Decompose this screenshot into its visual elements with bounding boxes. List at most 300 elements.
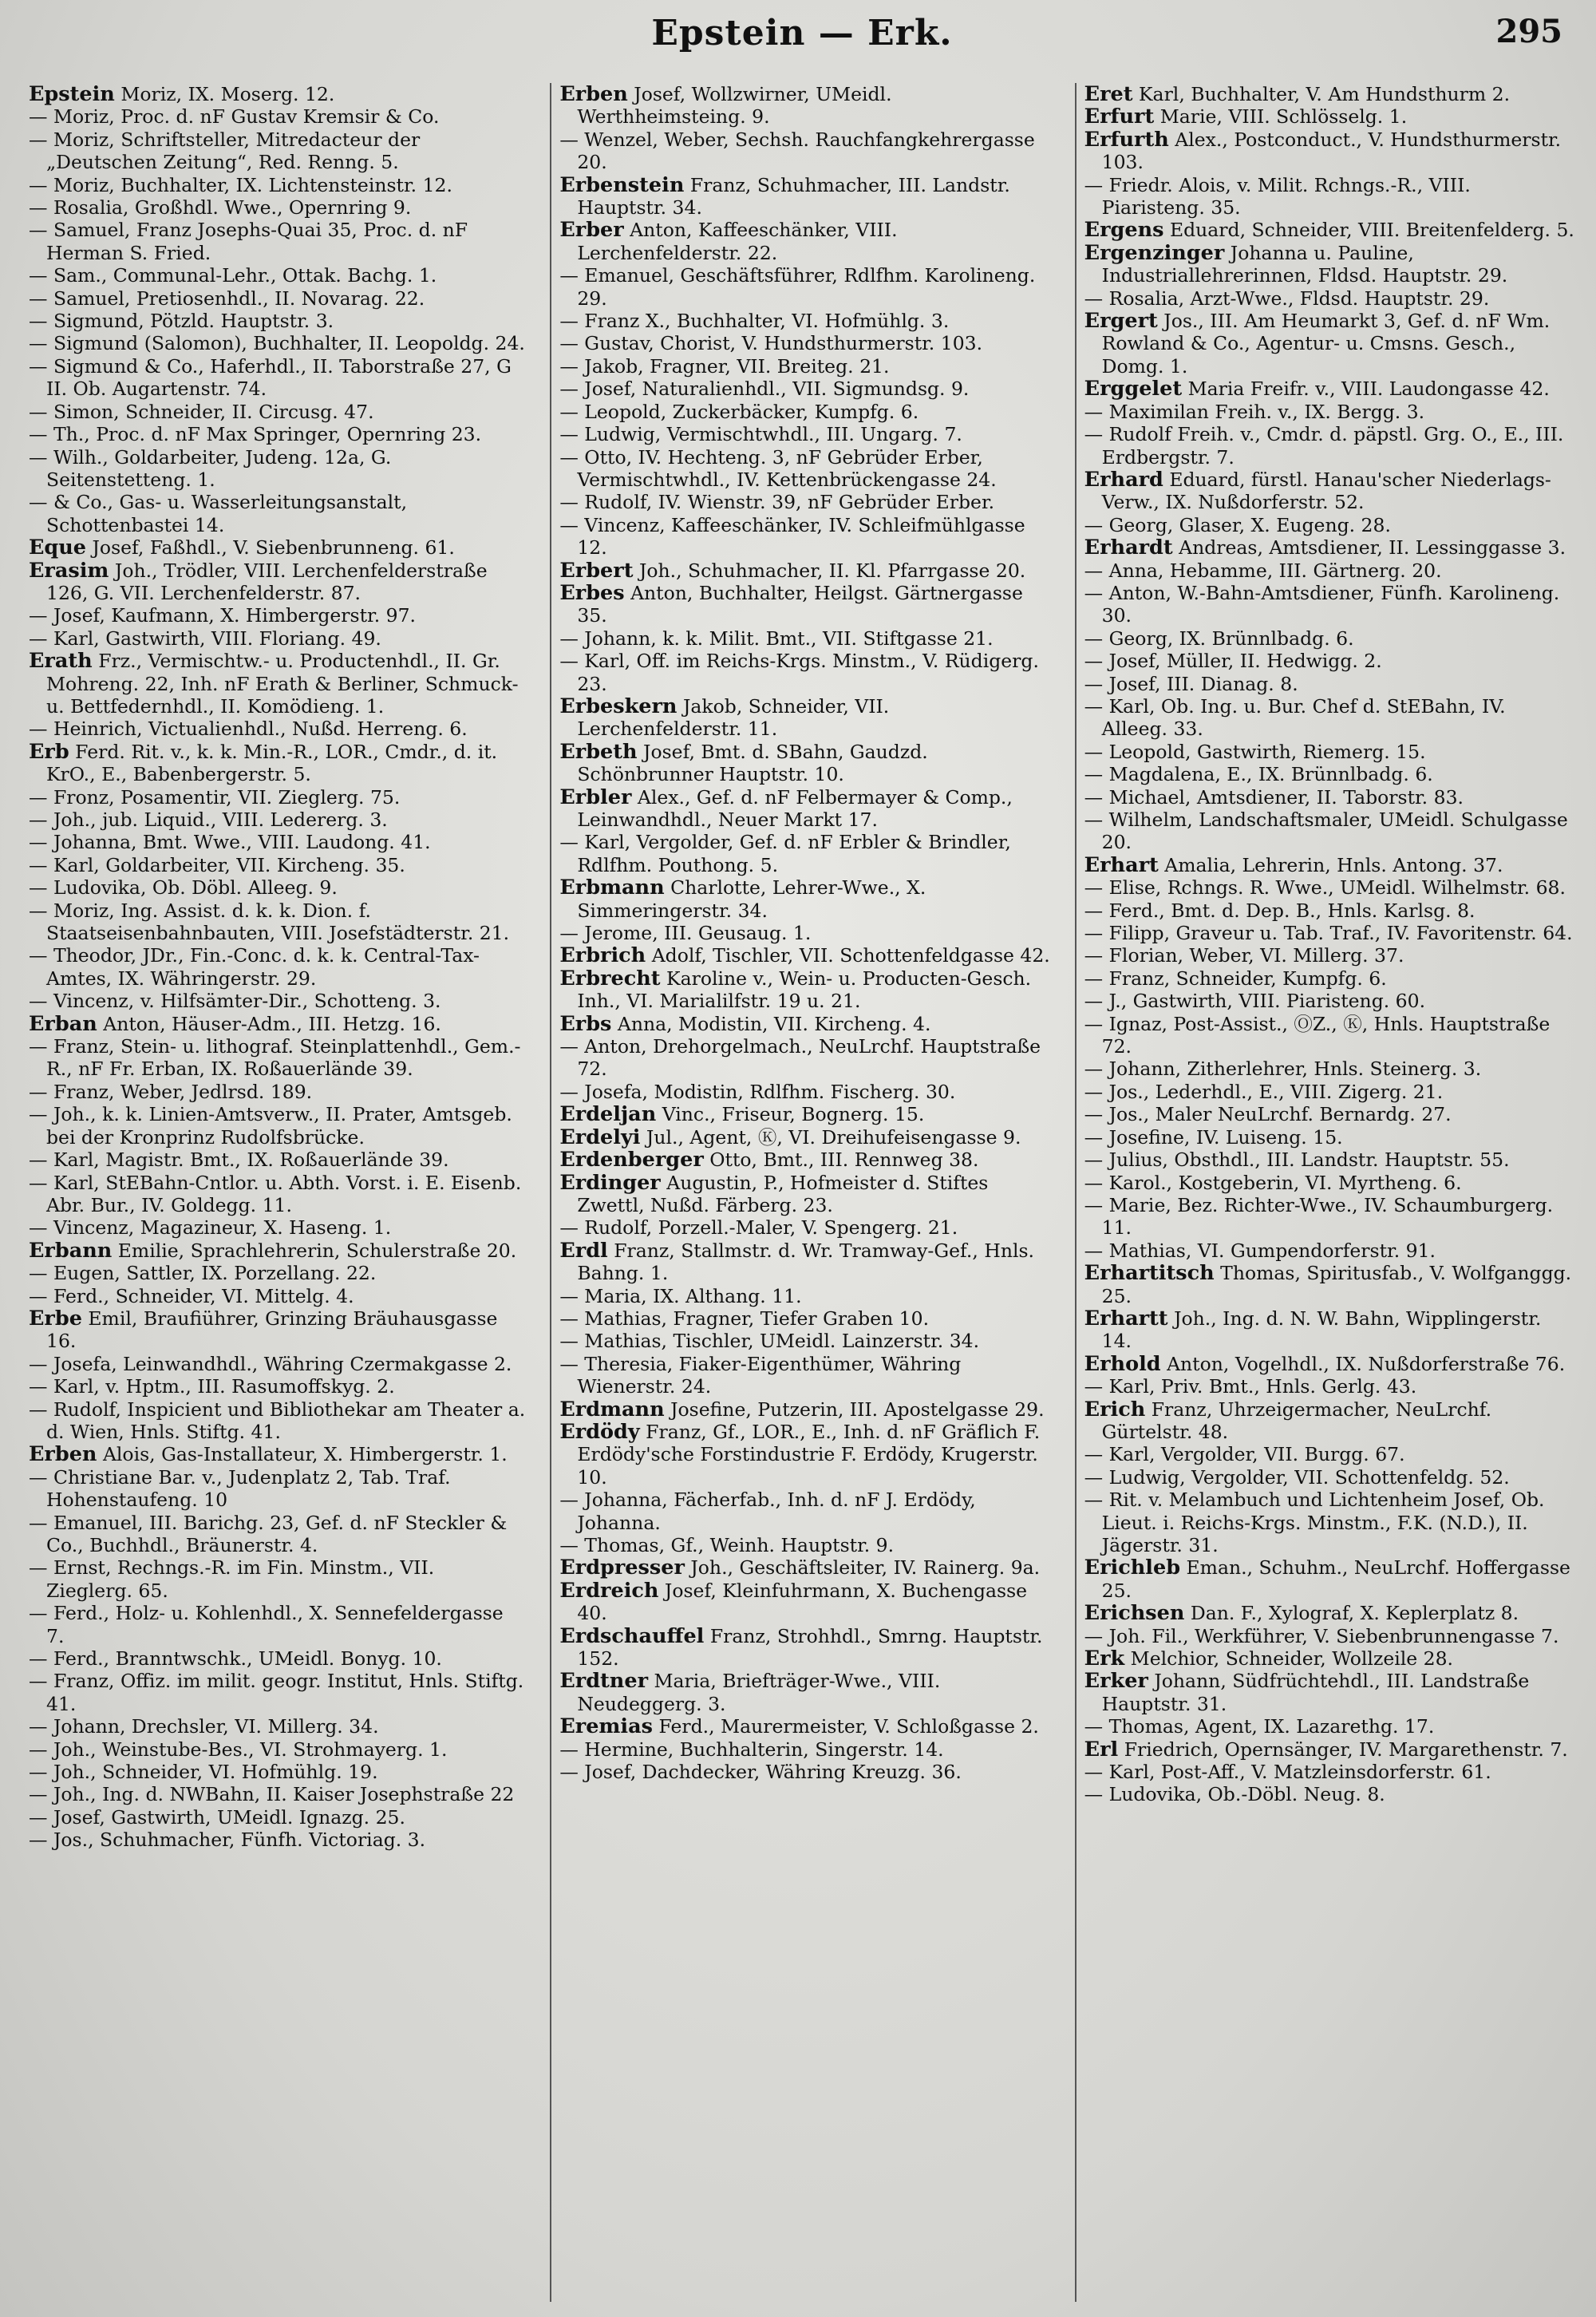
entry-text: — Thomas, Gf., Weinh. Hauptstr. 9. (559, 1534, 895, 1556)
entry-text: Josefine, Putzerin, III. Apostelgasse 29. (664, 1398, 1045, 1421)
entry-text: — Jos., Lederhdl., E., VIII. Zigerg. 21. (1084, 1080, 1444, 1103)
entry-text: — Samuel, Franz Josephs-Quai 35, Proc. d. nF Herman S. Fried. (29, 219, 468, 264)
entry-surname: Erdmann (559, 1397, 665, 1421)
directory-entry (29, 1829, 526, 1851)
entry-text: Ferd., Maurermeister, V. Schloßgasse 2. (652, 1715, 1039, 1738)
directory-entry (559, 582, 1050, 627)
entry-surname: Erhartt (1084, 1306, 1168, 1330)
entry-surname: Erfurth (1084, 127, 1169, 152)
directory-entry (29, 627, 526, 650)
directory-entry (29, 741, 526, 786)
entry-text: — Josef, Gastwirth, UMeidl. Ignazg. 25. (29, 1805, 405, 1829)
directory-entry (1084, 786, 1575, 809)
entry-text: — Joh., Schneider, VI. Hofmühlg. 19. (29, 1761, 378, 1784)
directory-entry (1084, 1489, 1575, 1556)
entry-text: — Karl, Priv. Bmt., Hnls. Gerlg. 43. (1084, 1375, 1417, 1398)
entry-text: — Rit. v. Melambuch und Lichtenheim Josef, Ob. Lieut. i. Reichs-Krgs. Minstm., F.K. (N.D.), II. Jägerstr. 31. (1084, 1489, 1545, 1556)
directory-entry (29, 1035, 526, 1081)
entry-text: — Joh., k. k. Linien-Amtsverw., II. Prater, Amtsgeb. bei der Kronprinz Rudolfsbrücke. (29, 1103, 512, 1149)
entry-text: — Wenzel, Weber, Sechsh. Rauchfangkehrergasse 20. (559, 128, 1035, 174)
entry-text: — Georg, Glaser, X. Eugeng. 28. (1084, 513, 1391, 536)
directory-entry (29, 786, 526, 809)
directory-entry (29, 1647, 526, 1670)
entry-text: — Anton, W.-Bahn-Amtsdiener, Fünfh. Karolineng. 30. (1084, 581, 1560, 627)
entry-text: — Franz X., Buchhalter, VI. Hofmühlg. 3. (559, 310, 950, 333)
entry-text: — Mathias, Tischler, UMeidl. Lainzerstr. 34. (559, 1330, 980, 1353)
directory-entry (1084, 1375, 1575, 1398)
entry-text: — Josef, Kaufmann, X. Himbergerstr. 97. (29, 604, 417, 627)
entry-text: — Ferd., Holz- u. Kohlenhdl., X. Sennefeldergasse 7. (29, 1602, 504, 1647)
entry-text: Anton, Häuser-Adm., III. Hetzg. 16. (97, 1012, 441, 1035)
entry-surname: Erbenstein (559, 172, 685, 197)
directory-entry (29, 1556, 526, 1602)
directory-entry (1084, 900, 1575, 922)
directory-entry (559, 446, 1050, 492)
entry-text: Johanna u. Pauline, Industriallehrerinnen, Fldsd. Hauptstr. 29. (1101, 241, 1508, 287)
entry-text: Josef, Bmt. d. SBahn, Gaudzd. Schönbrunner Hauptstr. 10. (577, 740, 928, 786)
directory-entry (1084, 1556, 1575, 1602)
directory-entry (29, 1353, 526, 1375)
entry-text: — Vincenz, Kaffeeschänker, IV. Schleifmühlgasse 12. (559, 513, 1025, 559)
entry-text: — Moriz, Ing. Assist. d. k. k. Dion. f. Staatseisenbahnbauten, VIII. Josefstädterstr. 21. (29, 899, 510, 945)
directory-entry (29, 718, 526, 740)
entry-text: — Hermine, Buchhalterin, Singerstr. 14. (559, 1738, 944, 1761)
entry-surname: Ergert (1084, 309, 1158, 334)
directory-entry (1084, 469, 1575, 514)
directory-entry (1084, 695, 1575, 741)
entry-surname: Erdreich (559, 1578, 659, 1603)
entry-text: — Johanna, Fächerfab., Inh. d. nF J. Erdödy, Johanna. (559, 1489, 976, 1534)
entry-text: — Sam., Communal-Lehr., Ottak. Bachg. 1. (29, 264, 437, 287)
directory-entry (559, 1715, 1050, 1738)
directory-entry (29, 1806, 526, 1829)
column-right (1075, 83, 1578, 2302)
directory-entry (1084, 129, 1575, 174)
directory-entry (559, 1580, 1050, 1625)
entry-text: Franz, Gf., LOR., E., Inh. d. nF Gräflich F. Erdödy'sche Forstindustrie F. Erdödy, Krugerstr. 10. (577, 1420, 1041, 1489)
entry-text: — Th., Proc. d. nF Max Springer, Opernring 23. (29, 423, 482, 446)
column-left (26, 83, 529, 2302)
entry-surname: Erhart (1084, 852, 1159, 877)
directory-entry (29, 604, 526, 627)
directory-entry (559, 786, 1050, 832)
entry-text: Charlotte, Lehrer-Wwe., X. Simmeringerstr. 34. (577, 876, 926, 922)
directory-entry (1084, 876, 1575, 899)
directory-entry (1084, 1103, 1575, 1125)
entry-surname: Erber (559, 218, 624, 243)
directory-entry (559, 310, 1050, 332)
entry-text: — Georg, IX. Brünnlbadg. 6. (1084, 627, 1354, 650)
directory-entry (559, 378, 1050, 400)
entry-text: — Rosalia, Großhdl. Wwe., Opernring 9. (29, 196, 412, 219)
entry-text: — Karl, Post-Aff., V. Matzleinsdorferstr. 61. (1084, 1761, 1491, 1784)
directory-entry (29, 536, 526, 559)
entry-text: Maria Freifr. v., VIII. Laudongasse 42. (1182, 378, 1550, 401)
directory-entry (29, 1285, 526, 1307)
entry-surname: Erbrich (559, 943, 646, 968)
directory-entry (1084, 1783, 1575, 1805)
directory-entry (1084, 967, 1575, 990)
entry-text: — Ferd., Bmt. d. Dep. B., Hnls. Karlsg. 8. (1084, 899, 1476, 922)
entry-text: — Jos., Schuhmacher, Fünfh. Victoriag. 3. (29, 1829, 426, 1852)
directory-entry (559, 355, 1050, 378)
entry-text: — Karl, Magistr. Bmt., IX. Roßauerlände 39. (29, 1149, 449, 1172)
directory-entry (1084, 673, 1575, 695)
directory-entry (29, 1466, 526, 1512)
directory-entry (1084, 1715, 1575, 1738)
entry-text: — Maximilan Freih. v., IX. Bergg. 3. (1084, 400, 1425, 423)
entry-text: Frz., Vermischtw.- u. Productenhdl., II. Gr. Mohreng. 22, Inh. nF Erath & Berliner, Schmuck- u. Bettfedernhdl., II. Komödieng. 1. (46, 650, 519, 718)
entry-text: — Josef, Naturalienhdl., VII. Sigmundsg. 9. (559, 378, 970, 401)
entry-text: Joh., Trödler, VIII. Lerchenfelderstraße 126, G. VII. Lerchenfelderstr. 87. (46, 559, 488, 604)
entry-text: — Gustav, Chorist, V. Hundsthurmerstr. 103. (559, 332, 983, 355)
entry-text: — Rudolf, Porzell.-Maler, V. Spengerg. 21. (559, 1216, 958, 1240)
directory-entry (559, 1013, 1050, 1035)
entry-text: — Anton, Drehorgelmach., NeuLrchf. Hauptstraße 72. (559, 1035, 1041, 1081)
directory-entry (1084, 1353, 1575, 1375)
directory-entry (559, 1670, 1050, 1715)
directory-entry (1084, 1194, 1575, 1240)
directory-entry (29, 1398, 526, 1444)
entry-surname: Erhardt (1084, 536, 1173, 560)
entry-text: — Karl, Ob. Ing. u. Bur. Chef d. StEBahn, IV. Alleeg. 33. (1084, 694, 1506, 741)
directory-entry (29, 491, 526, 536)
page-header (26, 0, 1578, 80)
entry-surname: Erdl (559, 1238, 608, 1263)
entry-text: — Magdalena, E., IX. Brünnlbadg. 6. (1084, 763, 1433, 786)
directory-entry (29, 809, 526, 831)
entry-surname: Eque (29, 536, 87, 560)
entry-text: — Maria, IX. Althang. 11. (559, 1284, 802, 1307)
entry-text: Alex., Gef. d. nF Felbermayer & Comp., Leinwandhdl., Neuer Markt 17. (577, 785, 1013, 831)
entry-surname: Erichleb (1084, 1556, 1181, 1580)
directory-entry (29, 1602, 526, 1647)
entry-text: Adolf, Tischler, VII. Schottenfeldgasse 42. (646, 944, 1050, 967)
directory-entry (559, 1625, 1050, 1671)
entry-surname: Erl (1084, 1737, 1119, 1761)
directory-entry (1084, 1262, 1575, 1307)
directory-entry (29, 423, 526, 445)
directory-entry (559, 83, 1050, 129)
entry-surname: Erdenberger (559, 1148, 704, 1172)
directory-entry (29, 1216, 526, 1239)
directory-entry (29, 1715, 526, 1738)
entry-text: — Ferd., Branntwschk., UMeidl. Bonyg. 10. (29, 1647, 442, 1671)
entry-text: — Ludovika, Ob.-Döbl. Neug. 8. (1084, 1783, 1385, 1806)
directory-entry (559, 1556, 1050, 1579)
directory-entry (29, 1761, 526, 1783)
directory-entry (29, 310, 526, 332)
entry-surname: Erdeljan (559, 1102, 657, 1127)
entry-text: — Theodor, JDr., Fin.-Conc. d. k. k. Central-Tax-Amtes, IX. Währingerstr. 29. (29, 944, 480, 990)
directory-entry (1084, 105, 1575, 128)
directory-entry (559, 1738, 1050, 1761)
directory-entry (1084, 536, 1575, 559)
directory-entry (29, 1512, 526, 1557)
directory-entry (559, 1421, 1050, 1489)
directory-entry (1084, 219, 1575, 241)
entry-surname: Erb (29, 739, 69, 764)
entry-text: — Jerome, III. Geusaug. 1. (559, 922, 812, 945)
directory-entry (29, 105, 526, 128)
directory-entry (1084, 401, 1575, 423)
entry-surname: Erdödy (559, 1419, 640, 1444)
entry-surname: Erker (1084, 1669, 1148, 1694)
entry-text: — Joh. Fil., Werkführer, V. Siebenbrunnengasse 7. (1084, 1624, 1559, 1647)
entry-text: Jul., Agent, Ⓚ, VI. Dreihufeisengasse 9. (640, 1125, 1021, 1149)
directory-entry (29, 1013, 526, 1035)
entry-surname: Erbrecht (559, 966, 661, 990)
directory-entry (1084, 990, 1575, 1012)
directory-entry (559, 1149, 1050, 1171)
entry-surname: Erbs (559, 1011, 612, 1036)
directory-entry (559, 627, 1050, 650)
entry-text: Emilie, Sprachlehrerin, Schulerstraße 20. (112, 1239, 517, 1262)
entry-text: — Simon, Schneider, II. Circusg. 47. (29, 400, 374, 423)
directory-entry (559, 650, 1050, 695)
entry-text: — Karl, v. Hptm., III. Rasumoffskyg. 2. (29, 1375, 395, 1398)
entry-text: — Ferd., Schneider, VI. Mittelg. 4. (29, 1284, 354, 1307)
entry-surname: Erbann (29, 1238, 113, 1263)
directory-entry (29, 83, 526, 105)
entry-text: — Karl, Off. im Reichs-Krgs. Minstm., V. Rüdigerg. 23. (559, 650, 1039, 695)
directory-entry (559, 1353, 1050, 1398)
entry-text: Franz, Stallmstr. d. Wr. Tramway-Gef., Hnls. Bahng. 1. (577, 1239, 1034, 1285)
entry-text: Ferd. Rit. v., k. k. Min.-R., LOR., Cmdr., d. it. KrO., E., Babenbergerstr. 5. (46, 740, 498, 786)
entry-text: Joh., Geschäftsleiter, IV. Rainerg. 9a. (684, 1556, 1041, 1580)
entry-text: — Josef, III. Dianag. 8. (1084, 672, 1298, 695)
entry-text: — Otto, IV. Hechteng. 3, nF Gebrüder Erber, Vermischtwhdl., IV. Kettenbrückengasse 24. (559, 445, 997, 491)
entry-text: — Johann, Drechsler, VI. Millerg. 34. (29, 1715, 379, 1738)
directory-entry (559, 219, 1050, 264)
entry-text: Eduard, Schneider, VIII. Breitenfelderg. 5. (1163, 219, 1574, 242)
directory-entry (559, 1761, 1050, 1783)
entry-surname: Erdpresser (559, 1556, 685, 1580)
entry-surname: Erdtner (559, 1669, 649, 1694)
entry-text: Josef, Kleinfuhrmann, X. Buchengasse 40. (577, 1579, 1028, 1625)
entry-text: — Franz, Schneider, Kumpfg. 6. (1084, 967, 1387, 990)
directory-entry (559, 1330, 1050, 1352)
directory-entry (1084, 310, 1575, 378)
directory-entry (29, 1149, 526, 1171)
directory-entry (29, 1240, 526, 1262)
entry-text: — Vincenz, Magazineur, X. Haseng. 1. (29, 1216, 392, 1240)
entry-text: — Julius, Obsthdl., III. Landstr. Hauptstr. 55. (1084, 1149, 1510, 1172)
entry-text: — Joh., Ing. d. NWBahn, II. Kaiser Josephstraße 22 (29, 1783, 515, 1806)
directory-entry (29, 174, 526, 196)
directory-entry (1084, 242, 1575, 287)
entry-text: — Karl, Vergolder, VII. Burgg. 67. (1084, 1443, 1405, 1466)
directory-entry (1084, 1149, 1575, 1171)
directory-entry (29, 854, 526, 876)
entry-text: — Rosalia, Arzt-Wwe., Fldsd. Hauptstr. 29. (1084, 287, 1490, 310)
directory-entry (559, 741, 1050, 786)
entry-text: — Florian, Weber, VI. Millerg. 37. (1084, 944, 1404, 967)
entry-surname: Erdelyi (559, 1125, 641, 1149)
directory-entry (1084, 627, 1575, 650)
directory-entry (29, 287, 526, 310)
directory-entry (1084, 423, 1575, 469)
directory-entry (29, 1783, 526, 1805)
running-head: Epstein — Erk. (651, 13, 953, 53)
directory-entry (1084, 83, 1575, 105)
directory-entry (559, 922, 1050, 944)
entry-text: — Josefa, Leinwandhdl., Währing Czermakgasse 2. (29, 1352, 512, 1375)
entry-surname: Erben (559, 83, 628, 106)
directory-entry (29, 900, 526, 945)
directory-entry (1084, 287, 1575, 310)
entry-text: Maria, Briefträger-Wwe., VIII. Neudeggerg. 3. (577, 1670, 941, 1715)
entry-surname: Erbes (559, 580, 625, 605)
directory-entry (559, 1489, 1050, 1534)
entry-text: Johann, Südfrüchtehdl., III. Landstraße Hauptstr. 31. (1101, 1670, 1530, 1715)
entry-surname: Erfurt (1084, 105, 1155, 129)
entry-text: Jakob, Schneider, VII. Lerchenfelderstr. 11. (577, 694, 890, 741)
directory-entry (559, 831, 1050, 876)
directory-entry (559, 1307, 1050, 1330)
directory-entry (1084, 1398, 1575, 1444)
directory-entry (29, 264, 526, 287)
entry-text: Anton, Kaffeeschänker, VIII. Lerchenfelderstr. 22. (577, 219, 898, 264)
entry-text: — Rudolf Freih. v., Cmdr. d. päpstl. Grg. O., E., III. Erdbergstr. 7. (1084, 423, 1564, 469)
entry-text: — & Co., Gas- u. Wasserleitungsanstalt, Schottenbastei 14. (29, 491, 408, 536)
directory-entry (29, 944, 526, 990)
directory-entry (29, 196, 526, 219)
directory-entry (29, 990, 526, 1012)
directory-entry (29, 1443, 526, 1465)
entry-text: — Sigmund, Pötzld. Hauptstr. 3. (29, 310, 334, 333)
entry-text: Moriz, IX. Moserg. 12. (114, 83, 335, 105)
directory-entry (1084, 1738, 1575, 1761)
entry-surname: Erath (29, 649, 93, 674)
directory-entry (559, 491, 1050, 513)
entry-text: — Johann, Zitherlehrer, Hnls. Steinerg. 3. (1084, 1058, 1482, 1081)
directory-entry (29, 1738, 526, 1761)
entry-surname: Erk (1084, 1647, 1125, 1671)
directory-entry (559, 1398, 1050, 1421)
directory-entry (1084, 650, 1575, 672)
entry-text: — Josefine, IV. Luiseng. 15. (1084, 1125, 1343, 1149)
directory-entry (29, 876, 526, 899)
entry-text: — Wilh., Goldarbeiter, Judeng. 12a, G. Seitenstetteng. 1. (29, 445, 392, 491)
directory-entry (1084, 741, 1575, 763)
entry-text: Otto, Bmt., III. Rennweg 38. (703, 1149, 979, 1172)
directory-entry (29, 650, 526, 718)
entry-text: Anton, Vogelhdl., IX. Nußdorferstraße 76. (1160, 1352, 1566, 1375)
entry-text: — Ludwig, Vergolder, VII. Schottenfeldg. 52. (1084, 1465, 1510, 1489)
directory-entry (559, 1035, 1050, 1081)
directory-entry (1084, 1013, 1575, 1058)
directory-entry (559, 332, 1050, 354)
directory-entry (29, 1670, 526, 1715)
directory-entry (1084, 582, 1575, 627)
directory-entry (1084, 559, 1575, 582)
entry-text: Eman., Schuhm., NeuLrchf. Hoffergasse 25. (1101, 1556, 1570, 1602)
entry-text: Andreas, Amtsdiener, II. Lessinggasse 3. (1172, 536, 1566, 559)
entry-text: — Mathias, VI. Gumpendorferstr. 91. (1084, 1239, 1436, 1262)
directory-entry (1084, 1670, 1575, 1715)
directory-entry (29, 831, 526, 853)
directory-entry (559, 423, 1050, 445)
directory-entry (29, 355, 526, 401)
directory-entry (29, 446, 526, 492)
directory-entry (29, 1081, 526, 1103)
directory-entry (1084, 1240, 1575, 1262)
directory-entry (559, 1103, 1050, 1125)
entry-text: — Karl, StEBahn-Cntlor. u. Abth. Vorst. i. E. Eisenb. Abr. Bur., IV. Goldegg. 11. (29, 1171, 522, 1216)
directory-entry (559, 401, 1050, 423)
entry-text: — Christiane Bar. v., Judenplatz 2, Tab. Traf. Hohenstaufeng. 10 (29, 1465, 451, 1512)
entry-text: — Moriz, Proc. d. nF Gustav Kremsir & Co. (29, 105, 440, 129)
entry-text: — Karl, Goldarbeiter, VII. Kircheng. 35. (29, 853, 405, 876)
directory-entry (29, 1103, 526, 1149)
entry-text: Melchior, Schneider, Wollzeile 28. (1124, 1647, 1454, 1671)
entry-text: — Heinrich, Victualienhdl., Nußd. Herreng. 6. (29, 718, 468, 741)
directory-entry (29, 1375, 526, 1398)
entry-text: — Rudolf, IV. Wienstr. 39, nF Gebrüder Erber. (559, 491, 995, 514)
entry-surname: Eret (1084, 83, 1133, 106)
directory-entry (1084, 514, 1575, 536)
entry-text: Marie, VIII. Schlösselg. 1. (1154, 105, 1408, 129)
entry-text: Joh., Schuhmacher, II. Kl. Pfarrgasse 20. (633, 559, 1026, 582)
entry-text: Jos., III. Am Heumarkt 3, Gef. d. nF Wm. Rowland & Co., Agentur- u. Cmsns. Gesch., Domg. 1. (1101, 310, 1551, 378)
directory-entry (29, 559, 526, 605)
entry-text: — Josefa, Modistin, Rdlfhm. Fischerg. 30. (559, 1080, 956, 1103)
entry-text: — Samuel, Pretiosenhdl., II. Novarag. 22. (29, 287, 425, 310)
entry-surname: Erdschauffel (559, 1623, 705, 1648)
directory-entry (29, 1172, 526, 1217)
entry-text: — Sigmund (Salomon), Buchhalter, II. Leopoldg. 24. (29, 332, 525, 355)
directory-entry (559, 559, 1050, 582)
entry-surname: Erbe (29, 1306, 82, 1330)
entry-surname: Erbmann (559, 876, 665, 900)
directory-entry (559, 967, 1050, 1013)
directory-entry (1084, 854, 1575, 876)
directory-entry (1084, 1172, 1575, 1194)
entry-text: — Franz, Stein- u. lithograf. Steinplattenhdl., Gem.-R., nF Fr. Erban, IX. Roßauerlände 39. (29, 1035, 521, 1081)
directory-entry (1084, 809, 1575, 854)
directory-entry (1084, 763, 1575, 785)
entry-text: — Michael, Amtsdiener, II. Taborstr. 83. (1084, 785, 1464, 809)
entry-text: — Emanuel, III. Barichg. 23, Gef. d. nF Steckler & Co., Buchhdl., Bräunerstr. 4. (29, 1511, 508, 1556)
directory-entry (1084, 1126, 1575, 1149)
entry-text: — Fronz, Posamentir, VII. Zieglerg. 75. (29, 785, 401, 809)
entry-text: Amalia, Lehrerin, Hnls. Antong. 37. (1158, 853, 1503, 876)
entry-surname: Erbeskern (559, 694, 678, 718)
entry-text: Joh., Ing. d. N. W. Bahn, Wipplingerstr. 14. (1101, 1307, 1542, 1353)
directory-entry (559, 264, 1050, 310)
entry-text: — Ludovika, Ob. Döbl. Alleeg. 9. (29, 876, 338, 900)
entry-surname: Erban (29, 1011, 97, 1036)
entry-text: — Leopold, Zuckerbäcker, Kumpfg. 6. (559, 400, 919, 423)
entry-text: — J., Gastwirth, VIII. Piaristeng. 60. (1084, 990, 1426, 1013)
entry-text: — Anna, Hebamme, III. Gärtnerg. 20. (1084, 559, 1442, 582)
directory-columns (26, 83, 1578, 2302)
entry-text: Franz, Schuhmacher, III. Landstr. Hauptstr. 34. (577, 173, 1010, 219)
directory-entry (1084, 1443, 1575, 1465)
directory-entry (1084, 1058, 1575, 1080)
entry-text: Dan. F., Xylograf, X. Keplerplatz 8. (1184, 1602, 1519, 1625)
entry-surname: Erichsen (1084, 1601, 1185, 1626)
directory-entry (29, 332, 526, 354)
entry-text: — Wilhelm, Landschaftsmaler, UMeidl. Schulgasse 20. (1084, 809, 1568, 854)
entry-surname: Erggelet (1084, 377, 1183, 401)
entry-text: — Filipp, Graveur u. Tab. Traf., IV. Favoritenstr. 64. (1084, 922, 1573, 945)
directory-entry (29, 1262, 526, 1284)
directory-entry (559, 1285, 1050, 1307)
entry-text: Karoline v., Wein- u. Producten-Gesch. Inh., VI. Marialilfstr. 19 u. 21. (577, 967, 1032, 1013)
entry-surname: Erbler (559, 785, 632, 809)
